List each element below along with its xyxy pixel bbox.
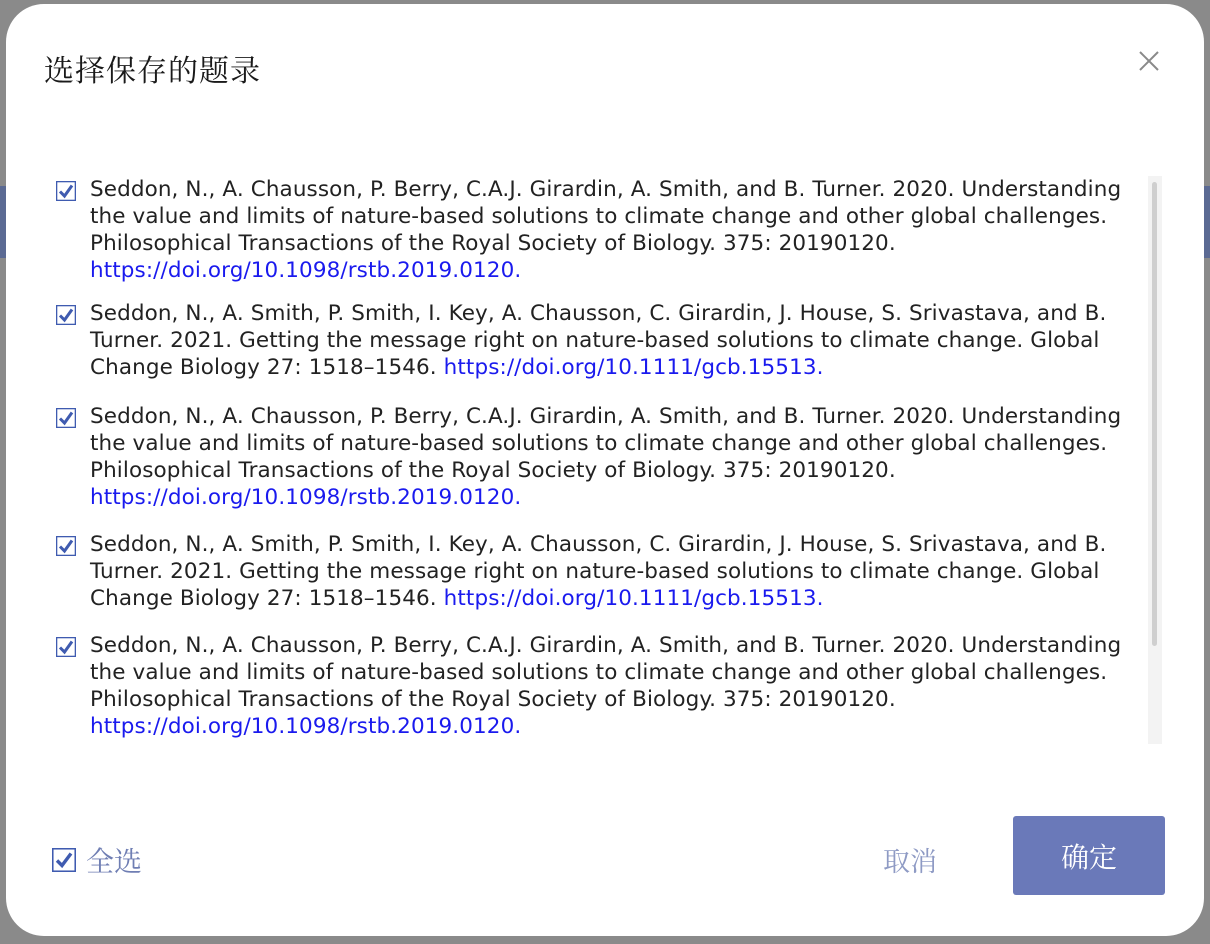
citation-checkbox[interactable] [56,637,76,657]
citation-text: Seddon, N., A. Chausson, P. Berry, C.A.J. Girardin, A. Smith, and B. Turner. 2020. Understanding the value and limits of nature-based solutions to climate change and other global challenges. Philosophical Transactions of the Royal Society of Biology. 375: 20190120. [90,177,1122,256]
citation-doi-link[interactable]: https://doi.org/10.1111/gcb.15513. [443,355,824,380]
select-all-toggle[interactable] [52,840,142,880]
checkbox-checked-icon [56,181,76,201]
citation-item [52,300,1148,381]
citation-text: Seddon, N., A. Smith, P. Smith, I. Key, A. Chausson, C. Girardin, J. House, S. Srivastava, and B. Turner. 2021. Getting the message right on nature-based solutions to climate change. Global Change Biology 27: 1518–1546. [90,532,1107,611]
citation-checkbox[interactable] [56,408,76,428]
citation-checkbox[interactable] [56,305,76,325]
citation-doi-link[interactable]: https://doi.org/10.1098/rstb.2019.0120. [90,258,522,283]
citation-list[interactable] [52,176,1148,744]
select-all-label: 全选 [86,845,143,878]
checkbox-checked-icon [56,536,76,556]
citation-doi-link[interactable]: https://doi.org/10.1098/rstb.2019.0120. [90,485,522,510]
scrollbar-thumb[interactable] [1152,182,1157,646]
checkbox-checked-icon [52,848,76,872]
citation-text: Seddon, N., A. Chausson, P. Berry, C.A.J. Girardin, A. Smith, and B. Turner. 2020. Understanding the value and limits of nature-based solutions to climate change and other global challenges. Philosophical Transactions of the Royal Society of Biology. 375: 20190120. [90,404,1122,483]
citation-text: Seddon, N., A. Smith, P. Smith, I. Key, A. Chausson, C. Girardin, J. House, S. Srivastava, and B. Turner. 2021. Getting the message right on nature-based solutions to climate change. Global Change Biology 27: 1518–1546. [90,301,1107,380]
checkbox-checked-icon [56,305,76,325]
close-button[interactable] [1132,44,1166,78]
save-citations-dialog [6,4,1204,936]
close-icon [1132,44,1166,78]
citation-item [52,531,1148,612]
checkbox-checked-icon [56,637,76,657]
confirm-button[interactable]: 确定 [1013,816,1165,895]
select-all-checkbox[interactable] [52,848,76,872]
citation-doi-link[interactable]: https://doi.org/10.1098/rstb.2019.0120. [90,714,522,739]
citation-checkbox[interactable] [56,536,76,556]
checkbox-checked-icon [56,408,76,428]
citation-item [52,176,1148,284]
citation-item [52,403,1148,511]
list-scrollbar[interactable] [1148,176,1162,744]
citation-text: Seddon, N., A. Chausson, P. Berry, C.A.J. Girardin, A. Smith, and B. Turner. 2020. Understanding the value and limits of nature-based solutions to climate change and other global challenges. Philosophical Transactions of the Royal Society of Biology. 375: 20190120. [90,633,1122,712]
citation-doi-link[interactable]: https://doi.org/10.1111/gcb.15513. [443,586,824,611]
citation-checkbox[interactable] [56,181,76,201]
dialog-title: 选择保存的题录 [44,54,261,89]
citation-item [52,632,1148,740]
cancel-button[interactable]: 取消 [883,847,937,878]
